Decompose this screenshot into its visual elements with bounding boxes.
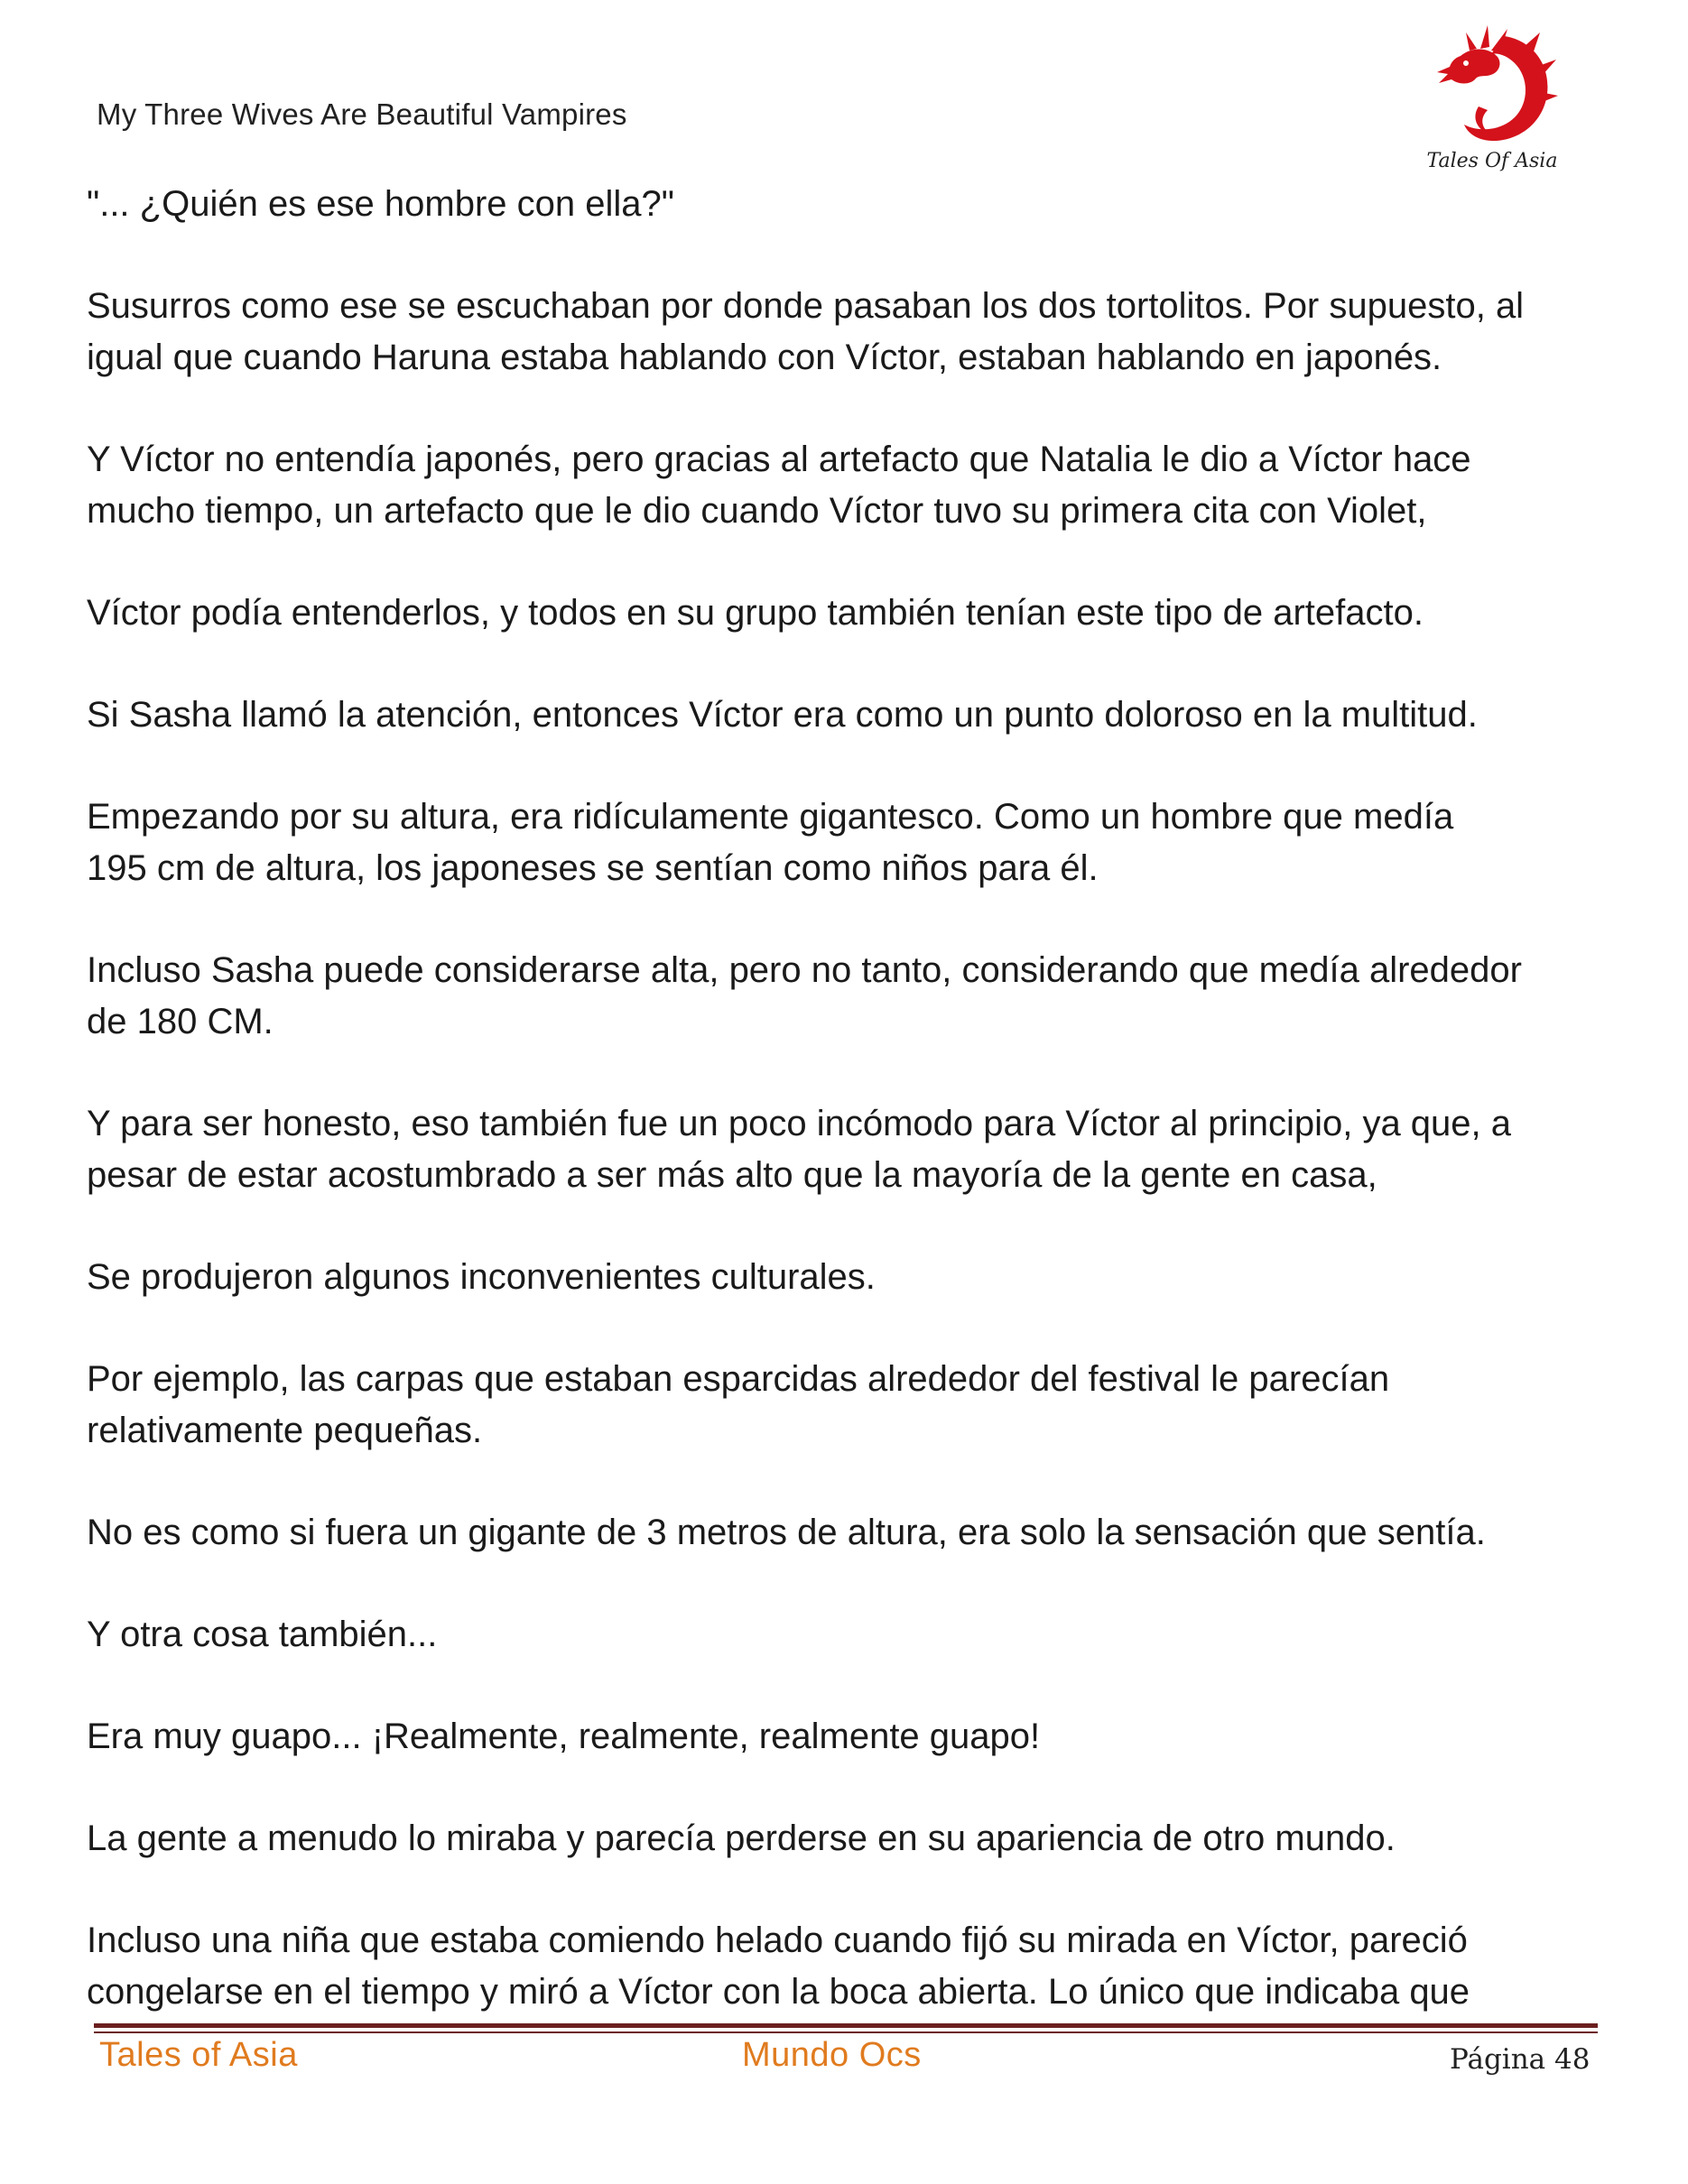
text-line: Se produjeron algunos inconvenientes culturales. [87,1257,876,1297]
footer-divider-thin [94,2031,1598,2033]
paragraph [87,1711,1621,1763]
page-number: Página 48 [1450,2043,1591,2076]
text-line: de 180 CM. [87,1002,274,1041]
paragraph [87,945,1621,1048]
text-line: congelarse en el tiempo y miró a Víctor con la boca abierta. Lo único que indicaba que [87,1972,1470,2012]
text-line: Y Víctor no entendía japonés, pero gracias al artefacto que Natalia le dio a Víctor hace [87,440,1471,479]
paragraph [87,281,1621,384]
footer-section: Mundo Ocs [742,2036,922,2074]
text-line: Y para ser honesto, eso también fue un poco incómodo para Víctor al principio, ya que, a [87,1104,1512,1143]
paragraph [87,1354,1621,1457]
paragraph [87,179,1621,230]
footer-publisher: Tales of Asia [99,2036,298,2074]
paragraph [87,1915,1621,2018]
paragraph [87,1609,1621,1661]
text-line: Por ejemplo, las carpas que estaban esparcidas alrededor del festival le parecían [87,1359,1390,1399]
text-line: 195 cm de altura, los japoneses se sentían como niños para él. [87,848,1099,888]
text-line: Incluso Sasha puede considerarse alta, pero no tanto, considerando que medía alrededor [87,950,1522,990]
paragraph [87,689,1621,741]
text-line: Víctor podía entenderlos, y todos en su grupo también tenían este tipo de artefacto. [87,593,1424,633]
logo-text: Tales Of Asia [1426,150,1558,172]
paragraph [87,1098,1621,1201]
text-line: No es como si fuera un gigante de 3 metros de altura, era solo la sensación que sentía. [87,1513,1486,1552]
paragraph [87,1813,1621,1865]
text-line: La gente a menudo lo miraba y parecía perderse en su apariencia de otro mundo. [87,1818,1396,1858]
text-line: Susurros como ese se escuchaban por donde pasaban los dos tortolitos. Por supuesto, al [87,286,1525,326]
text-line: igual que cuando Haruna estaba hablando con Víctor, estaban hablando en japonés. [87,338,1442,377]
text-line: Y otra cosa también... [87,1615,438,1654]
paragraph [87,791,1621,894]
publisher-logo [1424,20,1560,182]
chapter-body [87,179,1621,2068]
dragon-logo-icon [1424,20,1560,155]
text-line: Era muy guapo... ¡Realmente, realmente, realmente guapo! [87,1717,1041,1756]
footer-divider [94,2023,1598,2028]
text-line: "... ¿Quién es ese hombre con ella?" [87,184,674,224]
text-line: Empezando por su altura, era ridículamente gigantesco. Como un hombre que medía [87,797,1454,837]
paragraph [87,1507,1621,1559]
paragraph [87,588,1621,639]
text-line: pesar de estar acostumbrado a ser más alto que la mayoría de la gente en casa, [87,1155,1377,1195]
text-line: Incluso una niña que estaba comiendo helado cuando fijó su mirada en Víctor, pareció [87,1920,1468,1960]
book-title: My Three Wives Are Beautiful Vampires [97,97,627,131]
paragraph [87,1252,1621,1303]
text-line: relativamente pequeñas. [87,1411,483,1450]
text-line: Si Sasha llamó la atención, entonces Víctor era como un punto doloroso en la multitud. [87,695,1478,735]
text-line: mucho tiempo, un artefacto que le dio cuando Víctor tuvo su primera cita con Violet, [87,491,1427,531]
paragraph [87,434,1621,537]
